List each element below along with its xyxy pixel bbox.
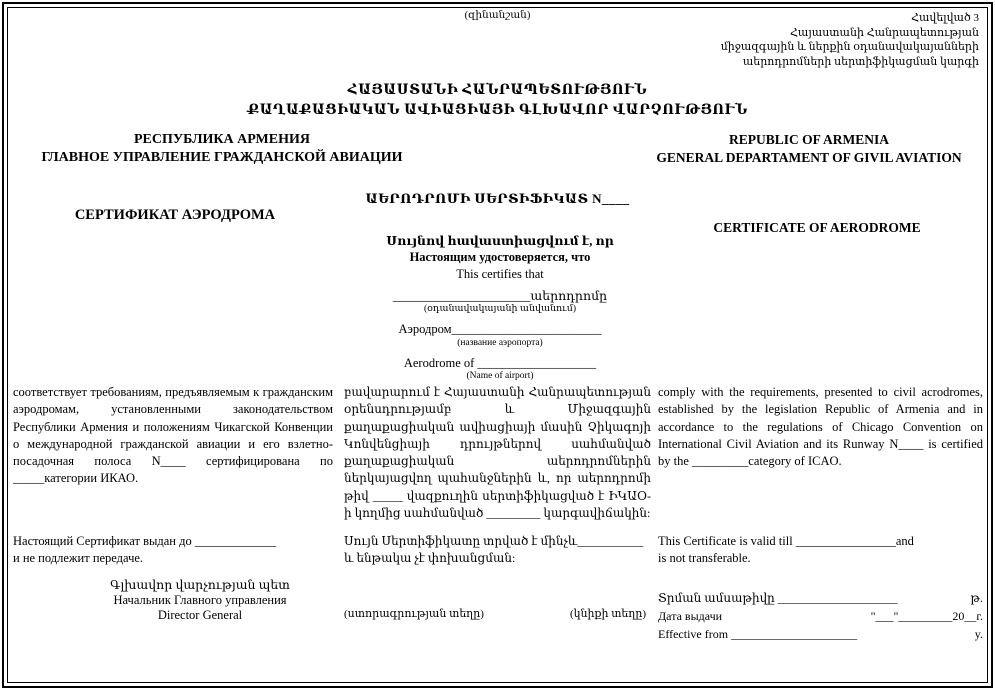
issue-date-row-russian — [658, 609, 983, 624]
validity-russian-line2: и не подлежит передаче. — [13, 550, 144, 565]
issue-date-row-english — [658, 627, 983, 642]
issue-date-suffix-armenian: թ. — [970, 591, 983, 605]
signatory-title-english: Director General — [157, 607, 243, 622]
issue-date-label-english: Effective from _____________________ — [658, 627, 858, 641]
aerodrome-name-note-english: (Name of airport) — [466, 371, 534, 382]
requirements-paragraph-armenian: բավարարում է Հայաստանի Հանրապետության օրենսդրությամբ և Միջազգային քաղաքացիական ավիացիայի մասին Չիկագոյի Կոնվենցիայի դրույթներով սահմանված քաղաքացիական աերոդրոմներին ներկայացվող պահանջներին և, որ աերոդրոմի թիվ _____ վազքուղին սերտիֆիկացված է ԻԿԱՕ-ի կողմից սահմանված _________ կարգավիճակին: — [344, 385, 651, 520]
seal-place-note: (կնիքի տեղը) — [569, 608, 646, 620]
signature-seal-notes — [344, 607, 646, 620]
aerodrome-name-blank-armenian: ______________________աերոդրոմը — [392, 288, 608, 303]
signatory-title-russian: Начальник Главного управления — [113, 592, 287, 607]
validity-russian-line1: Настоящий Сертификат выдан до _____________ — [13, 534, 277, 548]
issue-date-value-russian: "___"_________20__г. — [870, 609, 983, 623]
validity-armenian-line1: Սույն Սերտիֆիկատը տրված է մինչև___________ — [344, 534, 644, 548]
aerodrome-name-note-russian: (название аэропорта) — [457, 337, 543, 348]
signature-place-note: (ստորագրության տեղը) — [344, 608, 484, 620]
issue-date-row-armenian — [658, 591, 983, 606]
certificate-title-russian: СЕРТИФИКАТ АЭРОДРОМА — [74, 207, 276, 223]
issue-date-suffix-english: y. — [974, 627, 983, 641]
validity-armenian — [344, 533, 651, 567]
issue-date-block — [658, 591, 983, 645]
certify-text-armenian: Սույնով հավաստիացվում է, որ — [386, 234, 614, 248]
header-armenian — [0, 80, 995, 119]
requirements-paragraph-russian: соответствует требованиям, предъявляемым к гражданским аэродромам, установленными законодательством Республики Армения и положениям Чикагской Конвенции о международной гражданской авиации и его взлетно-посадочная полоса N____ сертифицирована по _____категории ИКАО. — [13, 385, 333, 486]
header-english-line2: GENERAL DEPARTAMENT OF GIVIL AVIATION — [656, 149, 962, 165]
validity-english-line2: is not transferable. — [658, 550, 751, 565]
validity-english — [658, 533, 983, 567]
appendix-line-4: աերոդրոմների սերտիֆիկացման կարգի — [742, 55, 979, 68]
header-armenian-line2: ՔԱՂԱՔԱՑԻԱԿԱՆ ԱՎԻԱՑԻԱՅԻ ԳԼԽԱՎՈՐ ՎԱՐՉՈՒԹՅՈՒՆ — [247, 101, 748, 117]
validity-russian — [13, 533, 333, 567]
issue-date-label-armenian: Տրման ամսաթիվը ____________________ — [658, 591, 898, 605]
certificate-title-english: CERTIFICATE OF AERODROME — [713, 220, 921, 235]
signature-block — [30, 578, 370, 622]
aerodrome-name-blank-russian: Аэродром________________________ — [398, 322, 602, 337]
aerodrome-name-blank-english: Aerodrome of ___________________ — [403, 356, 597, 371]
issue-date-label-russian: Дата выдачи — [658, 609, 723, 623]
header-english-line1: REPUBLIC OF ARMENIA — [728, 132, 889, 147]
validity-armenian-line2: և ենթակա չէ փոխանցման: — [344, 550, 516, 565]
certify-text-english: This certifies that — [456, 266, 544, 281]
appendix-line-2: Հայաստանի Հանրապետության — [790, 26, 979, 39]
appendix-line-3: միջազգային և ներքին օդանավակայանների — [720, 41, 979, 54]
certification-statement — [300, 233, 700, 383]
signatory-title-armenian: Գլխավոր վարչության պետ — [110, 578, 290, 592]
header-armenian-line1: ՀԱՅԱՍՏԱՆԻ ՀԱՆՐԱՊԵՏՈՒԹՅՈՒՆ — [347, 82, 648, 97]
validity-english-line1: This Certificate is valid till ________________and — [658, 534, 914, 548]
header-english — [636, 131, 982, 166]
requirements-paragraph-english: comply with the requirements, presented to civil acrodromes, established by the legislation Republic of Armenia and in accordance to the regulations of Chicago Convention on International Civil Aviation and its Runway N____ is certified by the _________category of ICAO. — [658, 385, 983, 468]
emblem-placeholder: (զինանշան) — [464, 10, 531, 21]
header-russian — [16, 131, 428, 167]
appendix-line-1: Հավելված 3 — [911, 12, 979, 24]
header-russian-line2: ГЛАВНОЕ УПРАВЛЕНИЕ ГРАЖДАНСКОЙ АВИАЦИИ — [41, 150, 403, 166]
certify-text-russian: Настоящим удостоверяется, что — [409, 250, 591, 265]
header-russian-line1: РЕСПУБЛИКА АРМЕНИЯ — [134, 132, 310, 147]
appendix-reference — [721, 11, 979, 69]
certificate-title-armenian: ԱԵՐՈԴՐՈՄԻ ՍԵՐՏԻՖԻԿԱՏ N____ — [365, 191, 630, 206]
aerodrome-name-note-armenian: (օդանավակայանի անվանում) — [423, 304, 577, 314]
